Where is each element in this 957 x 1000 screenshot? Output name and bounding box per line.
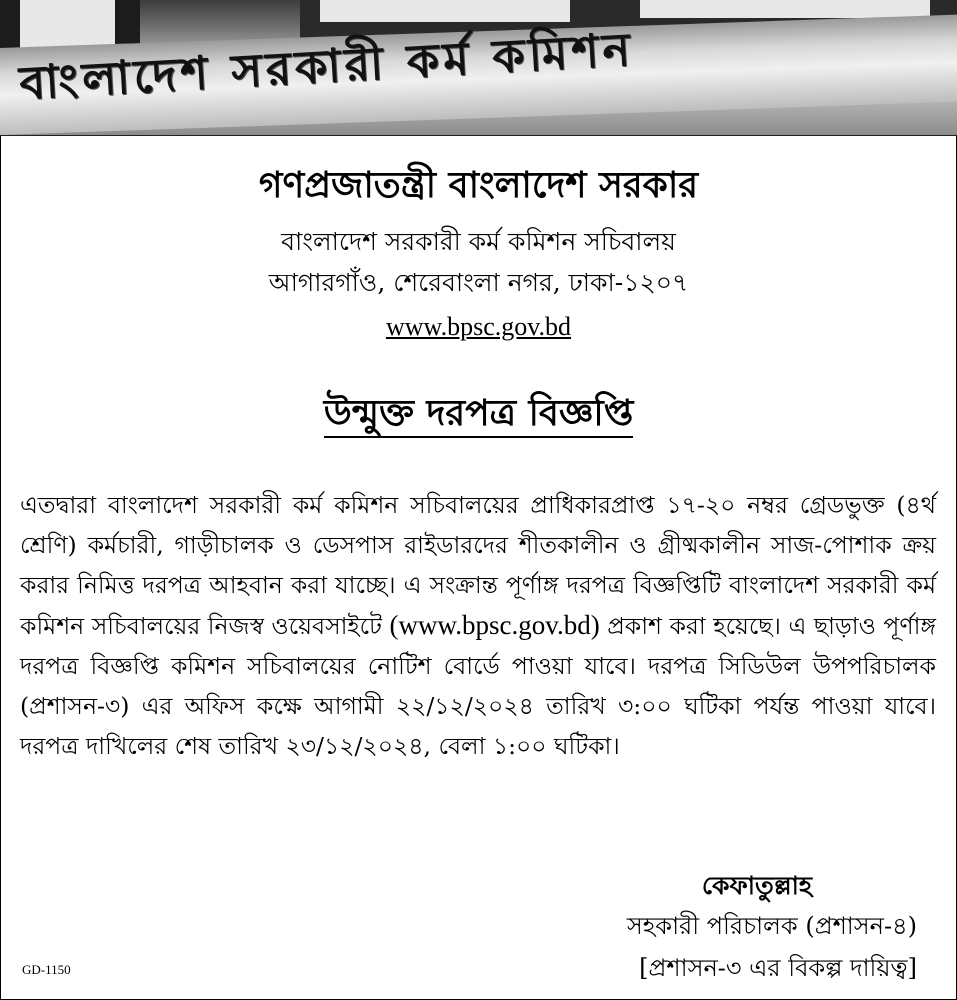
notice-heading: উন্মুক্ত দরপত্র বিজ্ঞপ্তি: [324, 392, 634, 438]
body-text-part1: এতদ্বারা বাংলাদেশ সরকারী কর্ম কমিশন সচিবালয়ের প্রাধিকারপ্রাপ্ত ১৭-২০ নম্বর গ্রেডভুক্ত (৪র্থ শ্রেণি) কর্মচারী, গাড়ীচালক ও ডেসপাস রাইডারদের শীতকালীন ও গ্রীষ্মকালীন সাজ-পোশাক ক্রয় করার নিমিত্ত দরপত্র আহবান করা যাচ্ছে। এ সংক্রান্ত পূর্ণাঙ্গ দরপত্র বিজ্ঞপ্তিটি বাংলাদেশ সরকারী কর্ম কমিশন সচিবালয়ের নিজস্ব ওয়েবসাইটে: [20, 491, 936, 640]
signatory-name: কেফাতুল্লাহ: [701, 871, 812, 900]
notice-body: [20, 485, 936, 766]
signatory-note: [প্রশাসন-৩ এর বিকল্প দায়িত্ব]: [639, 954, 917, 982]
ad-code: GD-1150: [22, 962, 71, 977]
banner-photo: [0, 0, 957, 136]
address: আগারগাঁও, শেরেবাংলা নগর, ঢাকা-১২০৭: [268, 268, 689, 297]
banner-sign: বাংলাদেশ সরকারী কর্ম কমিশন: [17, 21, 636, 111]
secretariat-name: বাংলাদেশ সরকারী কর্ম কমিশন সচিবালয়: [281, 227, 676, 256]
notice-heading-wrap: [0, 386, 957, 446]
website-line: [0, 312, 957, 342]
body-text-part2: প্রকাশ করা হয়েছে। এ ছাড়াও পূর্ণাঙ্গ দরপত্র বিজ্ঞপ্তি কমিশন সচিবালয়ের নোটিশ বোর্ডে পাওয়া যাবে। দরপত্র সিডিউল উপপরিচালক (প্রশাসন-৩) এর অফিস কক্ষে আগামী ২২/১২/২০২৪ তারিখ ৩:০০ ঘটিকা পর্যন্ত পাওয়া যাবে। দরপত্র দাখিলের শেষ তারিখ ২৩/১২/২০২৪, বেলা ১:০০ ঘটিকা।: [20, 612, 936, 760]
website-link[interactable]: www.bpsc.gov.bd: [385, 312, 572, 341]
body-website-link[interactable]: (www.bpsc.gov.bd): [389, 610, 600, 640]
government-title: গণপ্রজাতন্ত্রী বাংলাদেশ সরকার: [258, 164, 699, 206]
signatory-title: সহকারী পরিচালক (প্রশাসন-৪): [626, 912, 917, 940]
